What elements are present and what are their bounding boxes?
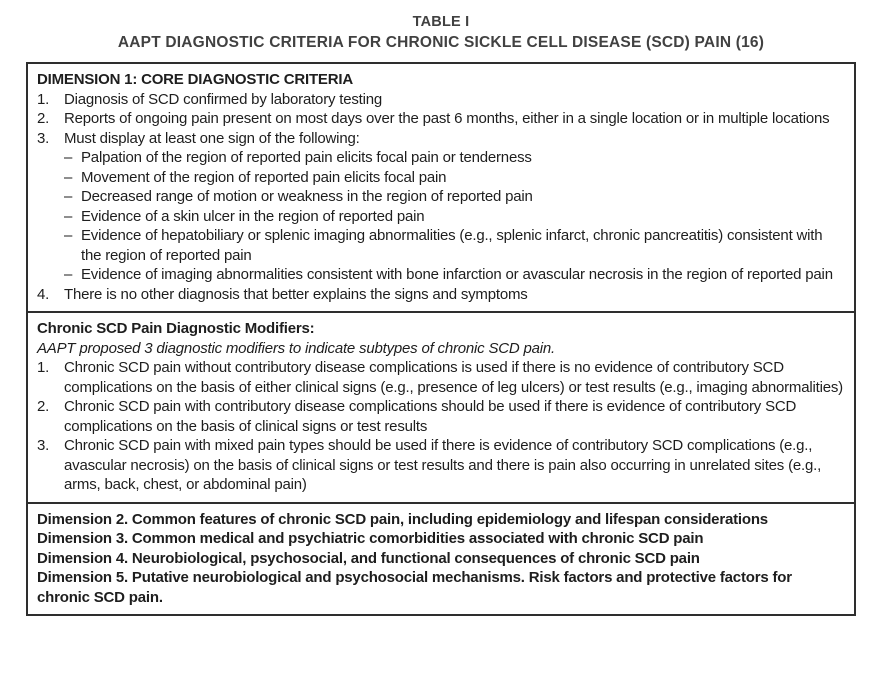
table-box <box>26 62 856 616</box>
dimension-line: Dimension 3. Common medical and psychiatric comorbidities associated with chronic SCD pain <box>37 530 704 547</box>
item-text: Reports of ongoing pain present on most days over the past 6 months, either in a single location or in multiple locations <box>64 110 830 127</box>
dimension-line: Dimension 4. Neurobiological, psychosocial, and functional consequences of chronic SCD pain <box>37 549 700 567</box>
dimension-line: Dimension 2. Common features of chronic SCD pain, including epidemiology and lifespan considerations <box>37 510 768 528</box>
item-number: 1. <box>37 359 50 376</box>
table-title: AAPT DIAGNOSTIC CRITERIA FOR CHRONIC SICKLE CELL DISEASE (SCD) PAIN (16) <box>117 34 765 51</box>
numbered-item <box>37 109 845 129</box>
subitem-text: Evidence of hepatobiliary or splenic imaging abnormalities (e.g., splenic infarct, chronic pancreatitis) consistent with the region of reported pain <box>81 227 823 264</box>
numbered-item <box>37 397 845 436</box>
dash-bullet: – <box>64 188 73 205</box>
section-italic-intro: AAPT proposed 3 diagnostic modifiers to indicate subtypes of chronic SCD pain. <box>37 339 556 357</box>
numbered-item <box>37 129 845 149</box>
dash-bullet: – <box>64 207 73 225</box>
item-number: 2. <box>37 398 50 415</box>
dash-bullet: – <box>64 149 73 166</box>
section-core-diagnostic-criteria <box>28 64 854 311</box>
table-caption <box>0 0 882 53</box>
dash-subitem <box>64 265 845 285</box>
item-number: 2. <box>37 110 50 127</box>
numbered-item <box>37 285 845 305</box>
item-text: Chronic SCD pain with mixed pain types should be used if there is evidence of contributory SCD complications (e.g., avascular necrosis) on the basis of clinical signs or test results and there is pain also occurring in unrelated sites (e.g., arms, back, chest, or abdominal pain) <box>64 437 822 493</box>
item-number: 1. <box>37 90 50 108</box>
item-number: 3. <box>37 437 50 454</box>
dash-bullet: – <box>64 266 73 283</box>
dash-subitem <box>64 148 845 168</box>
section-heading: DIMENSION 1: CORE DIAGNOSTIC CRITERIA <box>37 71 353 88</box>
item-text: Chronic SCD pain with contributory disease complications should be used if there is evidence of contributory SCD complications on the basis of clinical signs or test results <box>64 398 797 435</box>
dimension-line: Dimension 5. Putative neurobiological and psychosocial mechanisms. Risk factors and protective factors for chronic SCD pain. <box>37 569 792 606</box>
dash-bullet: – <box>64 227 73 244</box>
section-heading: Chronic SCD Pain Diagnostic Modifiers: <box>37 320 315 337</box>
numbered-item <box>37 436 845 495</box>
section-diagnostic-modifiers <box>28 311 854 502</box>
dash-subitem <box>64 168 845 188</box>
item-text: Must display at least one sign of the following: <box>64 129 360 147</box>
subitem-text: Movement of the region of reported pain elicits focal pain <box>81 168 447 186</box>
dash-subitem <box>64 207 845 227</box>
subitem-text: Evidence of imaging abnormalities consistent with bone infarction or avascular necrosis in the region of reported pain <box>81 266 833 283</box>
subitem-text: Evidence of a skin ulcer in the region of reported pain <box>81 207 425 225</box>
numbered-item <box>37 90 845 110</box>
numbered-item <box>37 358 845 397</box>
item-text: Diagnosis of SCD confirmed by laboratory testing <box>64 90 383 108</box>
item-text: Chronic SCD pain without contributory disease complications is used if there is no evidence of contributory SCD complications on the basis of either clinical signs (e.g., presence of leg ulcers) or test results (e.g., imaging abnormalities) <box>64 359 843 396</box>
item-number: 4. <box>37 285 50 303</box>
subitem-text: Palpation of the region of reported pain elicits focal pain or tenderness <box>81 149 532 166</box>
item-text: There is no other diagnosis that better explains the signs and symptoms <box>64 285 528 303</box>
dash-subitem <box>64 226 845 265</box>
section-dimensions-2-5 <box>28 502 854 615</box>
item-number: 3. <box>37 129 50 147</box>
dash-bullet: – <box>64 168 73 186</box>
subitem-text: Decreased range of motion or weakness in the region of reported pain <box>81 188 533 205</box>
dash-subitem <box>64 187 845 207</box>
table-label: TABLE I <box>412 14 470 30</box>
